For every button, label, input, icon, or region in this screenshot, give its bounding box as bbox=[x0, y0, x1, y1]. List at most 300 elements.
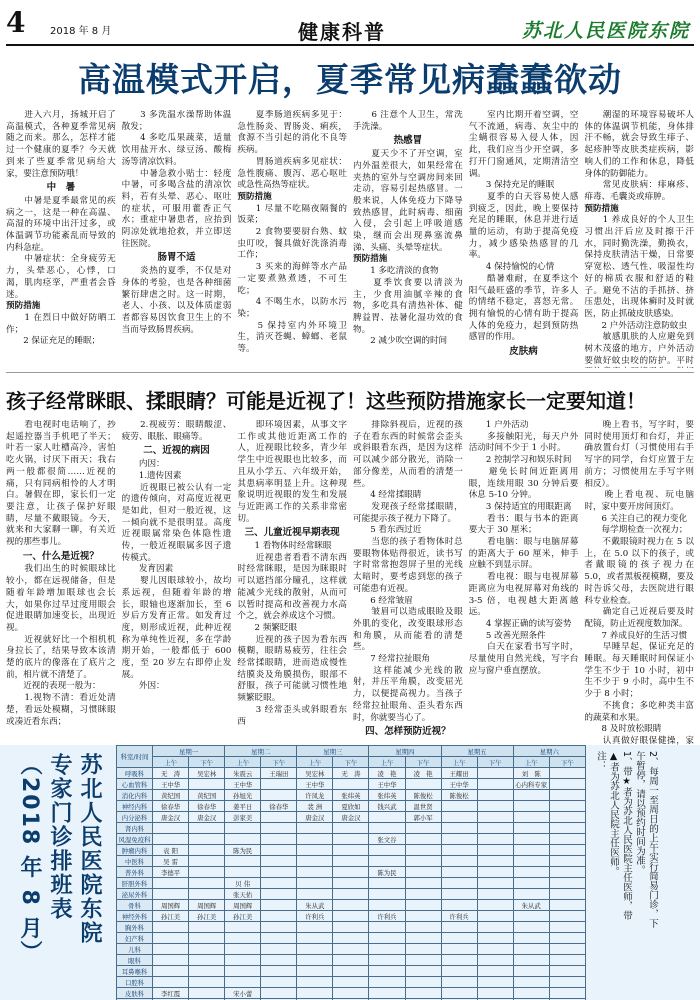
doctor-cell bbox=[477, 768, 513, 779]
doctor-cell bbox=[513, 790, 549, 801]
paragraph: 室内比期开着空调，空气不流通，病毒、灰尘中的尘螨很容易入侵人体，因此，我们应当少开空调，多打开门窗通风，定期清洁空调。 bbox=[468, 110, 579, 179]
table-row bbox=[117, 944, 586, 955]
schedule-half-header: 上午 bbox=[513, 757, 549, 768]
text-column bbox=[237, 420, 347, 745]
doctor-cell bbox=[225, 856, 261, 867]
doctor-cell: 夏欣如 bbox=[333, 801, 369, 812]
paragraph: 预防措施 bbox=[584, 203, 619, 214]
doctor-cell bbox=[297, 922, 333, 933]
paragraph: 每学期检查一次视力； bbox=[584, 525, 688, 536]
doctor-cell: 唐金汉 bbox=[153, 812, 189, 823]
doctor-cell bbox=[333, 977, 369, 988]
doctor-cell bbox=[261, 889, 297, 900]
doctor-cell bbox=[153, 834, 189, 845]
department-cell: 儿科 bbox=[117, 944, 153, 955]
text-column bbox=[122, 110, 232, 368]
paragraph: 7 经常拉扯眼角 bbox=[353, 654, 430, 665]
doctor-cell: 刘 陈 bbox=[513, 768, 549, 779]
paragraph: 即环境因素，从事文字工作或其他近距离工作的人，近视眼比较多，青少年学生中近视眼也比较多，而且从小学五、六年级开始，其患病率明显上升。这种现象说明近视眼的发生和发展与近距离工作的关系非常密切。 bbox=[237, 420, 348, 524]
issue-date: 2018 年 8 月 bbox=[50, 26, 112, 37]
doctor-cell: 孙江美 bbox=[189, 911, 225, 922]
doctor-cell: 周国辉 bbox=[153, 900, 189, 911]
paragraph: 3 保持适宜的用眼距离 bbox=[468, 501, 572, 512]
paragraph: 常见皮肤病：痱麻疹、痱毒、毛囊炎或痱肿。 bbox=[584, 180, 695, 202]
doctor-cell bbox=[405, 988, 441, 999]
doctor-cell bbox=[225, 867, 261, 878]
paragraph: 4 掌握正确的读写姿势 bbox=[468, 618, 572, 629]
doctor-cell bbox=[549, 801, 585, 812]
doctor-cell bbox=[261, 966, 297, 977]
doctor-cell bbox=[477, 845, 513, 856]
paragraph: 外因： bbox=[121, 681, 165, 692]
doctor-cell bbox=[549, 823, 585, 834]
doctor-cell: 李红霞 bbox=[153, 988, 189, 999]
text-column bbox=[122, 420, 232, 745]
doctor-cell: 裴 洲 bbox=[297, 801, 333, 812]
schedule-half-header: 下午 bbox=[549, 757, 585, 768]
text-column bbox=[584, 110, 694, 368]
paragraph: 中暑急救小贴士：轻度中暑，可多喝含盐的清凉饮料，若有头晕、恶心、呕吐的症状，可服用藿香正气水；重症中暑患者，应抬到阴凉处就地抢救，并立即送往医院。 bbox=[121, 168, 232, 249]
doctor-cell bbox=[405, 911, 441, 922]
schedule-half-header: 下午 bbox=[477, 757, 513, 768]
paragraph: 5 看东西过近 bbox=[353, 525, 422, 536]
doctor-cell bbox=[369, 878, 405, 889]
doctor-cell bbox=[153, 966, 189, 977]
paragraph: 看电脑：眼与电脑屏幕的距离大于 60 厘米，伸手应触不到显示屏。 bbox=[468, 537, 579, 571]
table-row bbox=[117, 889, 586, 900]
doctor-cell bbox=[513, 845, 549, 856]
doctor-cell bbox=[297, 988, 333, 999]
doctor-cell bbox=[153, 889, 189, 900]
schedule-corner: 科室/时间 bbox=[117, 746, 153, 768]
doctor-cell: 陈俊松 bbox=[405, 790, 441, 801]
paragraph: 3 多洗温水澡帮助体温散发； bbox=[121, 110, 232, 132]
paragraph: 6 关注自己的视力变化 bbox=[584, 513, 688, 524]
doctor-cell bbox=[477, 922, 513, 933]
doctor-cell bbox=[225, 834, 261, 845]
doctor-cell bbox=[405, 977, 441, 988]
department-cell: 皮肤科 bbox=[117, 988, 153, 999]
doctor-cell bbox=[513, 856, 549, 867]
paragraph: 1 尽量不吃隔夜隔餐的饭菜； bbox=[237, 203, 348, 226]
paragraph: 近视眼已被公认有一定的遗传倾向，对高度近视更是如此，但对一般近视，这一倾向就不是很明显。高度近视眼属常染色体隐性遗传，一般近视眼属多因子遗传模式。 bbox=[121, 482, 232, 563]
text-column bbox=[469, 420, 579, 745]
doctor-cell bbox=[405, 966, 441, 977]
section-heading: 肠胃不适 bbox=[157, 252, 196, 264]
doctor-cell bbox=[441, 878, 477, 889]
department-cell: 呼吸科 bbox=[117, 768, 153, 779]
department-cell: 心血管科 bbox=[117, 779, 153, 790]
doctor-cell: 凌 艳 bbox=[405, 768, 441, 779]
paragraph: 2 减少吹空调的时间 bbox=[353, 336, 448, 347]
doctor-cell: 唐金汉 bbox=[297, 812, 333, 823]
doctor-cell: 凌 艳 bbox=[369, 768, 405, 779]
doctor-cell: 袁 阳 bbox=[153, 845, 189, 856]
doctor-cell bbox=[297, 944, 333, 955]
doctor-cell bbox=[369, 856, 405, 867]
doctor-cell bbox=[441, 933, 477, 944]
doctor-cell bbox=[405, 944, 441, 955]
paragraph: 1 养成良好的个人卫生习惯出汗后应及时擦干汗水，同时勤洗澡，勤换衣，保持皮肤清洁干燥，日常要穿宽松、透气性、吸湿性均好的棉质衣服和舒适的鞋子。避免不洁的手抓挤、挤压患处，出现体癣时及时就医，防止抓破皮肤感染。 bbox=[584, 215, 695, 319]
paragraph: 预防措施 bbox=[6, 301, 41, 312]
department-cell: 肿瘤内科 bbox=[117, 845, 153, 856]
paragraph: 潮湿的环境容易破坏人体的体温调节机能，身体排汗不畅，就会导致生痱子、起疹肿等皮肤类症疾病，影响人们的工作和休息，降低身体的防御能力。 bbox=[584, 110, 695, 179]
section-heading: 三、儿童近视早期表现 bbox=[244, 527, 340, 539]
paragraph: 2 食物要要厨台熟、蚊虫叮咬，餐具做好洗涤消毒工作； bbox=[237, 227, 348, 261]
doctor-cell bbox=[369, 812, 405, 823]
doctor-cell: 吴宏林 bbox=[297, 768, 333, 779]
doctor-cell: 温世贤 bbox=[405, 801, 441, 812]
doctor-cell bbox=[477, 801, 513, 812]
paragraph: 5 改善光照条件 bbox=[468, 630, 546, 641]
doctor-cell bbox=[369, 823, 405, 834]
doctor-cell bbox=[333, 955, 369, 966]
doctor-cell bbox=[261, 878, 297, 889]
paragraph: 当您的孩子看物体时总要眼物体贴得很近，读书写字时常常抱怨屏子里的光线太暗时，要考虑到您的孩子可能患有近视。 bbox=[353, 537, 463, 594]
doctor-cell bbox=[261, 977, 297, 988]
doctor-cell: 王中华 bbox=[441, 779, 477, 790]
department-cell: 内分泌科 bbox=[117, 812, 153, 823]
doctor-cell: 许利兵 bbox=[441, 911, 477, 922]
doctor-cell bbox=[333, 911, 369, 922]
paragraph: 4 经常揉眼睛 bbox=[353, 490, 422, 501]
doctor-cell bbox=[513, 922, 549, 933]
doctor-cell bbox=[261, 790, 297, 801]
paragraph: 炎热的夏季，不仅是对身体的考验，也是各种细菌繁衍肆虐之时。这一时期，老人、小孩、以及体质虚弱者都容易因饮食卫生上的不当而导致肠胃疾病。 bbox=[121, 266, 232, 335]
doctor-cell bbox=[225, 933, 261, 944]
doctor-cell bbox=[513, 988, 549, 999]
doctor-cell: 王中华 bbox=[369, 779, 405, 790]
doctor-cell bbox=[189, 922, 225, 933]
doctor-cell bbox=[261, 867, 297, 878]
paragraph: 内因： bbox=[121, 459, 165, 470]
doctor-cell bbox=[333, 878, 369, 889]
doctor-cell bbox=[225, 955, 261, 966]
section-heading: 二、近视的病因 bbox=[143, 445, 210, 457]
doctor-cell bbox=[513, 911, 549, 922]
doctor-cell bbox=[189, 966, 225, 977]
doctor-cell bbox=[513, 812, 549, 823]
doctor-cell bbox=[549, 790, 585, 801]
table-row bbox=[117, 812, 586, 823]
doctor-cell bbox=[549, 955, 585, 966]
paragraph: 看书：眼与书本的距离要大于 30 厘米； bbox=[468, 513, 579, 536]
doctor-cell: 姜平日 bbox=[225, 801, 261, 812]
doctor-cell: 许利兵 bbox=[297, 911, 333, 922]
doctor-cell bbox=[297, 878, 333, 889]
doctor-cell bbox=[297, 834, 333, 845]
paragraph: 1 多吃清淡的食物 bbox=[353, 266, 439, 277]
table-row bbox=[117, 790, 586, 801]
text-column bbox=[584, 420, 694, 745]
doctor-cell bbox=[189, 834, 225, 845]
schedule-half-header: 上午 bbox=[225, 757, 261, 768]
text-column bbox=[6, 420, 116, 745]
doctor-cell bbox=[261, 834, 297, 845]
schedule-title-line: 苏北人民医院东院 bbox=[77, 753, 102, 945]
doctor-cell bbox=[369, 889, 405, 900]
paragraph: 排除斜视后，近视的孩子在看东西的时候常会歪头或斜眼看东西，是因为这样可以减少部分散光，消除一部分像差，从而看的清楚一些。 bbox=[353, 420, 463, 489]
doctor-cell bbox=[333, 889, 369, 900]
paragraph: 夏季肠道疾病多见于：急性肠炎、胃肠炎、痢疾，食源不当引起的消化不良等疾病。 bbox=[237, 110, 348, 156]
schedule-note-line: 1、带★者为苏北人民医院主任医师，带▲者为苏北人民院主任医师。 bbox=[608, 751, 632, 921]
doctor-cell: 彭家美 bbox=[225, 812, 261, 823]
doctor-cell: 王耀田 bbox=[441, 768, 477, 779]
doctor-cell bbox=[477, 900, 513, 911]
doctor-cell bbox=[261, 933, 297, 944]
paragraph: 5 保持室内外环境卫生，消灭苍蝇、蟑螂、老鼠等。 bbox=[237, 320, 348, 355]
doctor-cell bbox=[441, 867, 477, 878]
doctor-cell: 朱从武 bbox=[513, 900, 549, 911]
paragraph: 中暑症状：全身疲劳无力，头晕恶心，心悸，口渴，肌肉痉挛，严重者会昏迷。 bbox=[6, 254, 116, 300]
paragraph: 2.视疲劳：眼睛酸涩、疲劳、眼胀、眼痛等。 bbox=[121, 420, 232, 442]
paragraph: 看电视时电话响了，抄起遥控器当手机吧了半天；叶若一家人吐槽高冷，害怕吃火锅，讨厌下雨天；我右两一般都很简……近视的痛，只有同病相怜的人才明白。暑假在即，家长们一定要注意，让孩子保护好眼睛，尽量不戴眼镜。今天，就来和大家聊一聊，有关近视的那些事儿。 bbox=[6, 420, 116, 548]
department-cell: 中医科 bbox=[117, 856, 153, 867]
department-cell: 耳鼻喉科 bbox=[117, 966, 153, 977]
doctor-cell: 张纬英 bbox=[333, 790, 369, 801]
doctor-cell bbox=[513, 933, 549, 944]
doctor-cell bbox=[441, 823, 477, 834]
doctor-cell bbox=[261, 823, 297, 834]
doctor-cell: 张文谷 bbox=[369, 834, 405, 845]
doctor-cell: 无 涛 bbox=[333, 768, 369, 779]
article-myopia bbox=[6, 420, 694, 745]
doctor-cell: 心内科专家 bbox=[513, 779, 549, 790]
doctor-cell bbox=[441, 801, 477, 812]
doctor-cell bbox=[477, 779, 513, 790]
headline-myopia: 孩子经常眯眼、揉眼睛？可能是近视了！这些预防措施家长一定要知道！ bbox=[6, 389, 646, 413]
doctor-cell bbox=[333, 823, 369, 834]
doctor-cell: 许利兵 bbox=[369, 911, 405, 922]
doctor-cell: 王中华 bbox=[153, 779, 189, 790]
doctor-cell bbox=[297, 823, 333, 834]
doctor-cell bbox=[549, 911, 585, 922]
text-column bbox=[6, 110, 116, 368]
doctor-cell bbox=[441, 845, 477, 856]
paragraph: 近视的表现一般为： bbox=[6, 681, 101, 692]
department-cell: 眼科 bbox=[117, 955, 153, 966]
paragraph: 1 户外活动 bbox=[468, 420, 529, 430]
doctor-cell: 王瑞田 bbox=[261, 768, 297, 779]
doctor-cell bbox=[369, 977, 405, 988]
doctor-cell bbox=[333, 834, 369, 845]
department-cell: 风湿免疫科 bbox=[117, 834, 153, 845]
doctor-cell bbox=[297, 977, 333, 988]
department-cell: 口腔科 bbox=[117, 977, 153, 988]
department-cell: 肝胆外科 bbox=[117, 878, 153, 889]
doctor-cell bbox=[477, 988, 513, 999]
paragraph: 我们出生的时候眼球比较小，都在远视储备，但是随着年龄增加眼球也会长大，如果你过早过度用眼会促进眼睛加速变长，出现近视。 bbox=[6, 564, 116, 633]
doctor-cell bbox=[549, 966, 585, 977]
schedule-half-header: 下午 bbox=[333, 757, 369, 768]
page-number: 4 bbox=[6, 6, 26, 39]
paragraph: 发现孩子经常揉眼睛，可能提示孩子视力下降了。 bbox=[353, 501, 463, 524]
doctor-cell bbox=[189, 845, 225, 856]
paragraph: 7 养成良好的生活习惯 bbox=[584, 630, 688, 641]
doctor-cell bbox=[513, 944, 549, 955]
doctor-cell bbox=[405, 779, 441, 790]
doctor-cell: 唐金汉 bbox=[189, 812, 225, 823]
doctor-cell bbox=[297, 966, 333, 977]
schedule-note-line: 注： bbox=[595, 751, 606, 770]
doctor-cell bbox=[549, 845, 585, 856]
doctor-cell bbox=[153, 944, 189, 955]
paragraph: 4 保持愉悦的心情 bbox=[468, 262, 555, 273]
section-heading: 一、什么是近视？ bbox=[22, 550, 99, 562]
doctor-cell bbox=[549, 779, 585, 790]
doctor-cell bbox=[405, 856, 441, 867]
doctor-cell bbox=[297, 845, 333, 856]
doctor-cell bbox=[333, 944, 369, 955]
doctor-cell bbox=[477, 933, 513, 944]
paragraph: 酷暑难耐，在夏季这个阳气最旺盛的季节，许多人的情绪不稳定，喜怒无常。拥有愉悦的心情有助于提高人体的免疫力，起到预防热感冒的作用。 bbox=[468, 273, 579, 343]
paragraph: 夏季饮食要以清淡为主，少食用油腻辛辣的食物，多吃具有清热补体、健脾益胃、祛暑化湿功效的食物。 bbox=[353, 277, 463, 335]
doctor-cell: 陈为民 bbox=[225, 845, 261, 856]
doctor-cell: 黄纪国 bbox=[189, 790, 225, 801]
paragraph: 3 经常歪头或斜眼看东西 bbox=[237, 704, 348, 727]
schedule-table bbox=[116, 745, 586, 1000]
column-title: 健康科普 bbox=[298, 20, 386, 44]
paragraph: 这样能减少光线的散射，并压平角膜，改变屈光力，以便提高视力。当孩子经常拉扯眼角、歪头看东西时，你就要当心了。 bbox=[353, 665, 463, 723]
doctor-cell bbox=[333, 933, 369, 944]
paragraph: 8 及时放松眼睛 bbox=[584, 724, 662, 735]
doctor-cell: 朱从武 bbox=[297, 900, 333, 911]
doctor-cell bbox=[441, 900, 477, 911]
doctor-cell bbox=[153, 878, 189, 889]
doctor-cell bbox=[189, 988, 225, 999]
text-column bbox=[237, 110, 347, 368]
schedule-half-header: 上午 bbox=[153, 757, 189, 768]
doctor-cell bbox=[405, 922, 441, 933]
paragraph: 夏季的白天容易使人感到疲乏，因此，晚上要保持充足的睡眠，休息并进行适量的运动，有助于提高免疫力，减少感染热感冒的几率。 bbox=[468, 191, 579, 261]
doctor-cell bbox=[549, 867, 585, 878]
doctor-cell: 朱震云 bbox=[225, 768, 261, 779]
doctor-cell bbox=[189, 977, 225, 988]
doctor-cell: 孙江美 bbox=[225, 911, 261, 922]
doctor-cell: 孙旭光 bbox=[225, 790, 261, 801]
doctor-cell bbox=[405, 889, 441, 900]
paragraph: 确定自己近视后要及时配镜，防止近视度数加深。 bbox=[584, 607, 695, 629]
department-cell: 骨科 bbox=[117, 900, 153, 911]
doctor-cell bbox=[405, 845, 441, 856]
doctor-cell bbox=[261, 911, 297, 922]
table-row bbox=[117, 977, 586, 988]
doctor-cell bbox=[369, 988, 405, 999]
schedule-half-header: 上午 bbox=[441, 757, 477, 768]
doctor-cell bbox=[513, 966, 549, 977]
doctor-cell bbox=[153, 977, 189, 988]
doctor-cell bbox=[153, 933, 189, 944]
doctor-cell bbox=[333, 867, 369, 878]
doctor-cell bbox=[477, 878, 513, 889]
doctor-cell bbox=[333, 988, 369, 999]
doctor-cell bbox=[441, 988, 477, 999]
table-row bbox=[117, 801, 586, 812]
table-row bbox=[117, 768, 586, 779]
doctor-cell bbox=[261, 922, 297, 933]
schedule-day-header: 星期一 bbox=[153, 746, 225, 757]
schedule-day-header: 星期二 bbox=[225, 746, 297, 757]
schedule-day-header: 星期四 bbox=[369, 746, 441, 757]
doctor-cell bbox=[189, 779, 225, 790]
paragraph: 1.遗传因素 bbox=[121, 470, 182, 481]
section-heading: 中 暑 bbox=[46, 182, 76, 194]
schedule-notes bbox=[594, 751, 694, 931]
doctor-cell bbox=[513, 867, 549, 878]
doctor-cell bbox=[189, 878, 225, 889]
schedule-day-header: 星期三 bbox=[297, 746, 369, 757]
doctor-cell bbox=[441, 944, 477, 955]
table-row bbox=[117, 933, 586, 944]
doctor-cell bbox=[477, 889, 513, 900]
article-summer-disease bbox=[6, 110, 694, 368]
doctor-cell bbox=[225, 966, 261, 977]
department-cell: 神经内科 bbox=[117, 801, 153, 812]
clinic-schedule bbox=[0, 745, 700, 1000]
table-row bbox=[117, 911, 586, 922]
department-cell: 神经外科 bbox=[117, 911, 153, 922]
paragraph: 6 经常皱眉 bbox=[353, 595, 413, 606]
table-row bbox=[117, 988, 586, 999]
doctor-cell bbox=[513, 878, 549, 889]
paragraph: 4 多吃瓜果蔬菜，适量饮用盐开水、绿豆汤、酸梅汤等清凉饮料。 bbox=[121, 133, 232, 167]
paragraph: 晚上看电视、玩电脑时，家中要开房间顶灯。 bbox=[584, 490, 695, 512]
table-row bbox=[117, 900, 586, 911]
doctor-cell bbox=[549, 944, 585, 955]
doctor-cell: 宋小蕾 bbox=[225, 988, 261, 999]
paragraph: 2 保证充足的睡眠； bbox=[6, 336, 101, 347]
doctor-cell: 许凤龙 bbox=[297, 790, 333, 801]
doctor-cell bbox=[189, 889, 225, 900]
doctor-cell: 张纬英 bbox=[369, 790, 405, 801]
doctor-cell bbox=[441, 834, 477, 845]
section-heading: 热感冒 bbox=[393, 135, 423, 147]
schedule-half-header: 下午 bbox=[261, 757, 297, 768]
paragraph: 晚上看书，写字时，要同时使用顶灯和台灯，并正确放置台灯（习惯使用右手写字的同学，台灯应置于左前方；习惯使用左手写字则相反）。 bbox=[584, 420, 695, 489]
doctor-cell bbox=[333, 845, 369, 856]
doctor-cell bbox=[441, 955, 477, 966]
doctor-cell: 徐春华 bbox=[153, 801, 189, 812]
doctor-cell: 黄纪国 bbox=[153, 790, 189, 801]
doctor-cell bbox=[441, 977, 477, 988]
paragraph: 2 户外活动注意防蚊虫 bbox=[584, 320, 688, 331]
doctor-cell bbox=[369, 944, 405, 955]
doctor-cell bbox=[549, 856, 585, 867]
doctor-cell bbox=[297, 856, 333, 867]
doctor-cell bbox=[405, 878, 441, 889]
section-heading: 四、怎样预防近视？ bbox=[365, 726, 451, 738]
page-header bbox=[0, 0, 700, 46]
doctor-cell bbox=[549, 768, 585, 779]
paragraph: 夏天少不了开空调，室内外温差很大，如果经常在夹热的室外与空调房间来回走动，容易引起热感冒。一般来说，人体免疫力下降导致热感冒，此时病毒、细菌入侵，会引起上呼吸道感染，继而会出现鼻塞流鼻涕、头痛、头晕等症状。 bbox=[353, 149, 463, 253]
doctor-cell bbox=[549, 977, 585, 988]
doctor-cell bbox=[261, 812, 297, 823]
doctor-cell bbox=[441, 966, 477, 977]
doctor-cell bbox=[153, 955, 189, 966]
paragraph: 不挑食；多吃种类丰富的蔬菜和水果。 bbox=[584, 700, 695, 723]
doctor-cell bbox=[333, 779, 369, 790]
doctor-cell: 吴宏林 bbox=[189, 768, 225, 779]
doctor-cell bbox=[549, 834, 585, 845]
doctor-cell bbox=[513, 955, 549, 966]
department-cell: 妇产科 bbox=[117, 933, 153, 944]
doctor-cell bbox=[405, 900, 441, 911]
doctor-cell bbox=[513, 823, 549, 834]
doctor-cell bbox=[189, 823, 225, 834]
schedule-note-line: 2、每周一至周日的上午实行简易门诊，下午暂停，请以预约时间为准。 bbox=[634, 751, 658, 929]
doctor-cell bbox=[297, 867, 333, 878]
doctor-cell: 徐春华 bbox=[189, 801, 225, 812]
